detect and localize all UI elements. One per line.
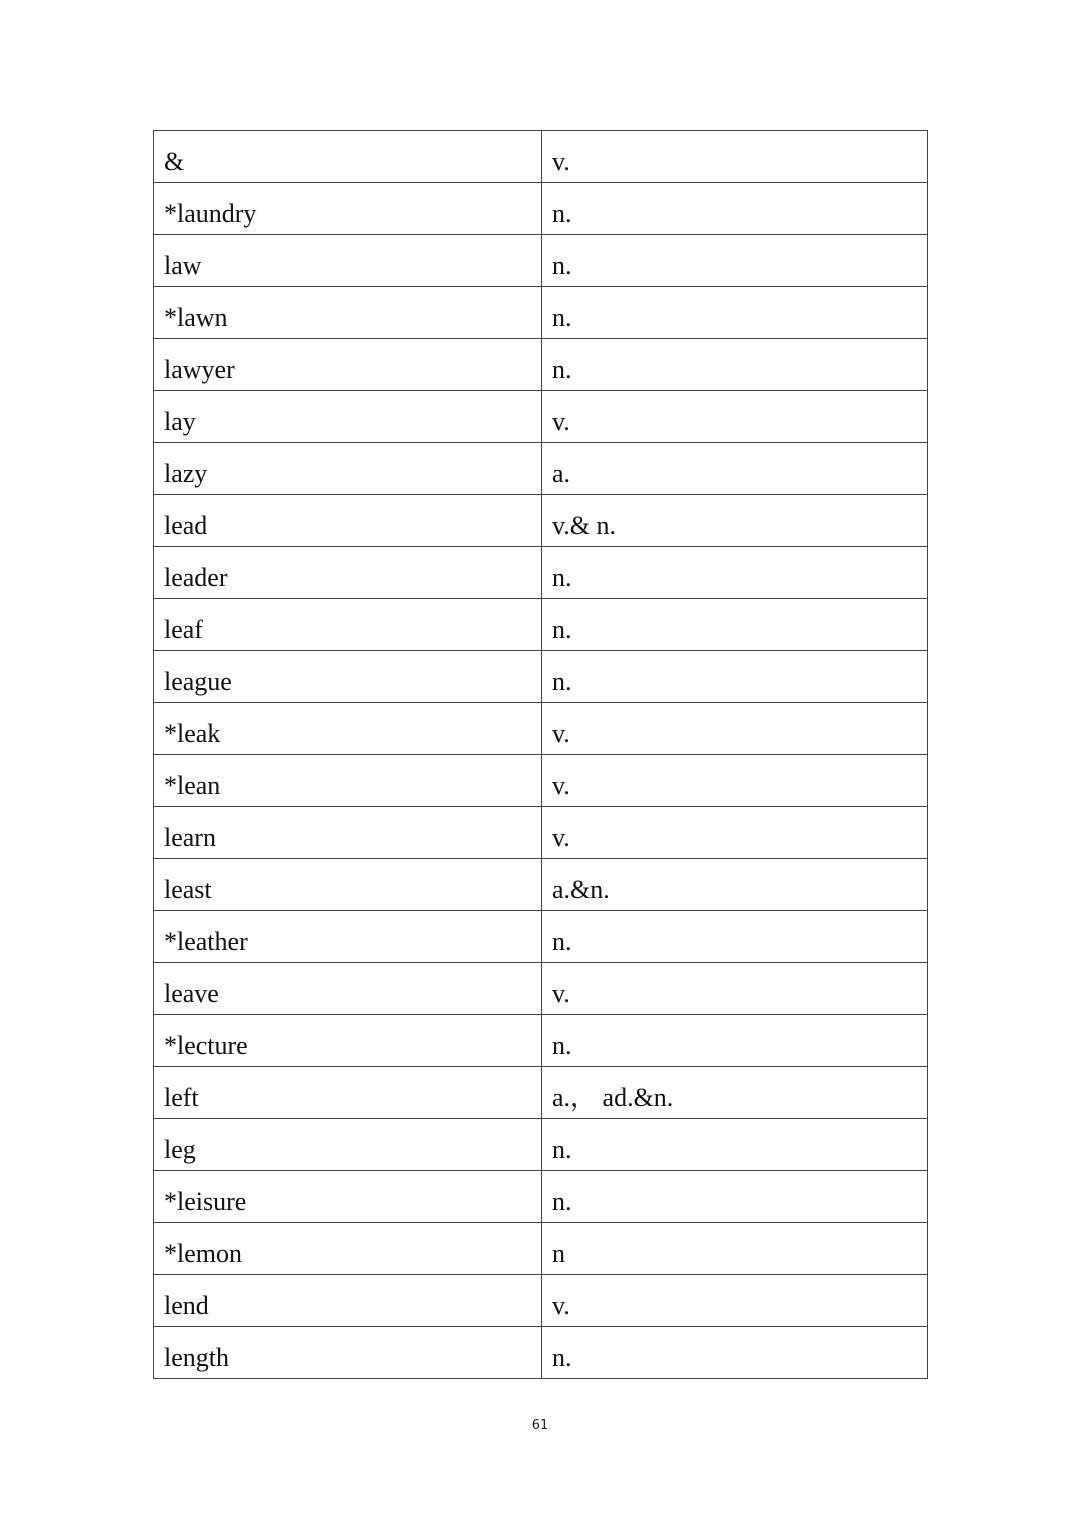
word-cell: *lecture bbox=[154, 1015, 542, 1067]
table-row bbox=[154, 495, 928, 547]
table-row bbox=[154, 131, 928, 183]
part-of-speech-cell: v. bbox=[542, 963, 928, 1015]
part-of-speech-cell: v. bbox=[542, 391, 928, 443]
word-cell: leg bbox=[154, 1119, 542, 1171]
vocabulary-table bbox=[153, 130, 928, 1379]
word-cell: leaf bbox=[154, 599, 542, 651]
word-cell: law bbox=[154, 235, 542, 287]
table-row bbox=[154, 1015, 928, 1067]
part-of-speech-cell: v. bbox=[542, 1275, 928, 1327]
part-of-speech-cell: n. bbox=[542, 599, 928, 651]
word-cell: *laundry bbox=[154, 183, 542, 235]
word-cell: leader bbox=[154, 547, 542, 599]
part-of-speech-cell: v. bbox=[542, 703, 928, 755]
word-cell: *lawn bbox=[154, 287, 542, 339]
part-of-speech-cell: a.， ad.&n. bbox=[542, 1067, 928, 1119]
vocabulary-table-body bbox=[154, 131, 928, 1379]
word-cell: *leak bbox=[154, 703, 542, 755]
table-row bbox=[154, 1327, 928, 1379]
part-of-speech-cell: n. bbox=[542, 1171, 928, 1223]
table-row bbox=[154, 1119, 928, 1171]
part-of-speech-cell: n. bbox=[542, 183, 928, 235]
table-row bbox=[154, 755, 928, 807]
word-cell: *leather bbox=[154, 911, 542, 963]
part-of-speech-cell: n. bbox=[542, 651, 928, 703]
table-row bbox=[154, 963, 928, 1015]
table-row bbox=[154, 1171, 928, 1223]
part-of-speech-cell: v.& n. bbox=[542, 495, 928, 547]
word-cell: lazy bbox=[154, 443, 542, 495]
table-row bbox=[154, 391, 928, 443]
part-of-speech-cell: n. bbox=[542, 547, 928, 599]
word-cell: lend bbox=[154, 1275, 542, 1327]
part-of-speech-cell: a.&n. bbox=[542, 859, 928, 911]
page-number: 61 bbox=[531, 1418, 549, 1433]
table-row bbox=[154, 547, 928, 599]
part-of-speech-cell: n. bbox=[542, 1327, 928, 1379]
part-of-speech-cell: n. bbox=[542, 1119, 928, 1171]
part-of-speech-cell: v. bbox=[542, 807, 928, 859]
word-cell: learn bbox=[154, 807, 542, 859]
word-cell: lead bbox=[154, 495, 542, 547]
word-cell: left bbox=[154, 1067, 542, 1119]
table-row bbox=[154, 599, 928, 651]
table-row bbox=[154, 859, 928, 911]
word-cell: lawyer bbox=[154, 339, 542, 391]
table-row bbox=[154, 651, 928, 703]
part-of-speech-cell: n. bbox=[542, 911, 928, 963]
word-cell: *lean bbox=[154, 755, 542, 807]
part-of-speech-cell: n. bbox=[542, 287, 928, 339]
word-cell: leave bbox=[154, 963, 542, 1015]
table-row bbox=[154, 287, 928, 339]
part-of-speech-cell: n. bbox=[542, 1015, 928, 1067]
part-of-speech-cell: n. bbox=[542, 235, 928, 287]
table-row bbox=[154, 911, 928, 963]
word-cell: & bbox=[154, 131, 542, 183]
word-cell: *lemon bbox=[154, 1223, 542, 1275]
part-of-speech-cell: n bbox=[542, 1223, 928, 1275]
word-cell: lay bbox=[154, 391, 542, 443]
table-row bbox=[154, 443, 928, 495]
part-of-speech-cell: v. bbox=[542, 755, 928, 807]
table-row bbox=[154, 1223, 928, 1275]
table-row bbox=[154, 183, 928, 235]
word-cell: league bbox=[154, 651, 542, 703]
word-cell: length bbox=[154, 1327, 542, 1379]
table-row bbox=[154, 703, 928, 755]
part-of-speech-cell: v. bbox=[542, 131, 928, 183]
word-cell: least bbox=[154, 859, 542, 911]
table-row bbox=[154, 807, 928, 859]
table-row bbox=[154, 1275, 928, 1327]
table-row bbox=[154, 1067, 928, 1119]
part-of-speech-cell: a. bbox=[542, 443, 928, 495]
table-row bbox=[154, 339, 928, 391]
part-of-speech-cell: n. bbox=[542, 339, 928, 391]
word-cell: *leisure bbox=[154, 1171, 542, 1223]
table-row bbox=[154, 235, 928, 287]
